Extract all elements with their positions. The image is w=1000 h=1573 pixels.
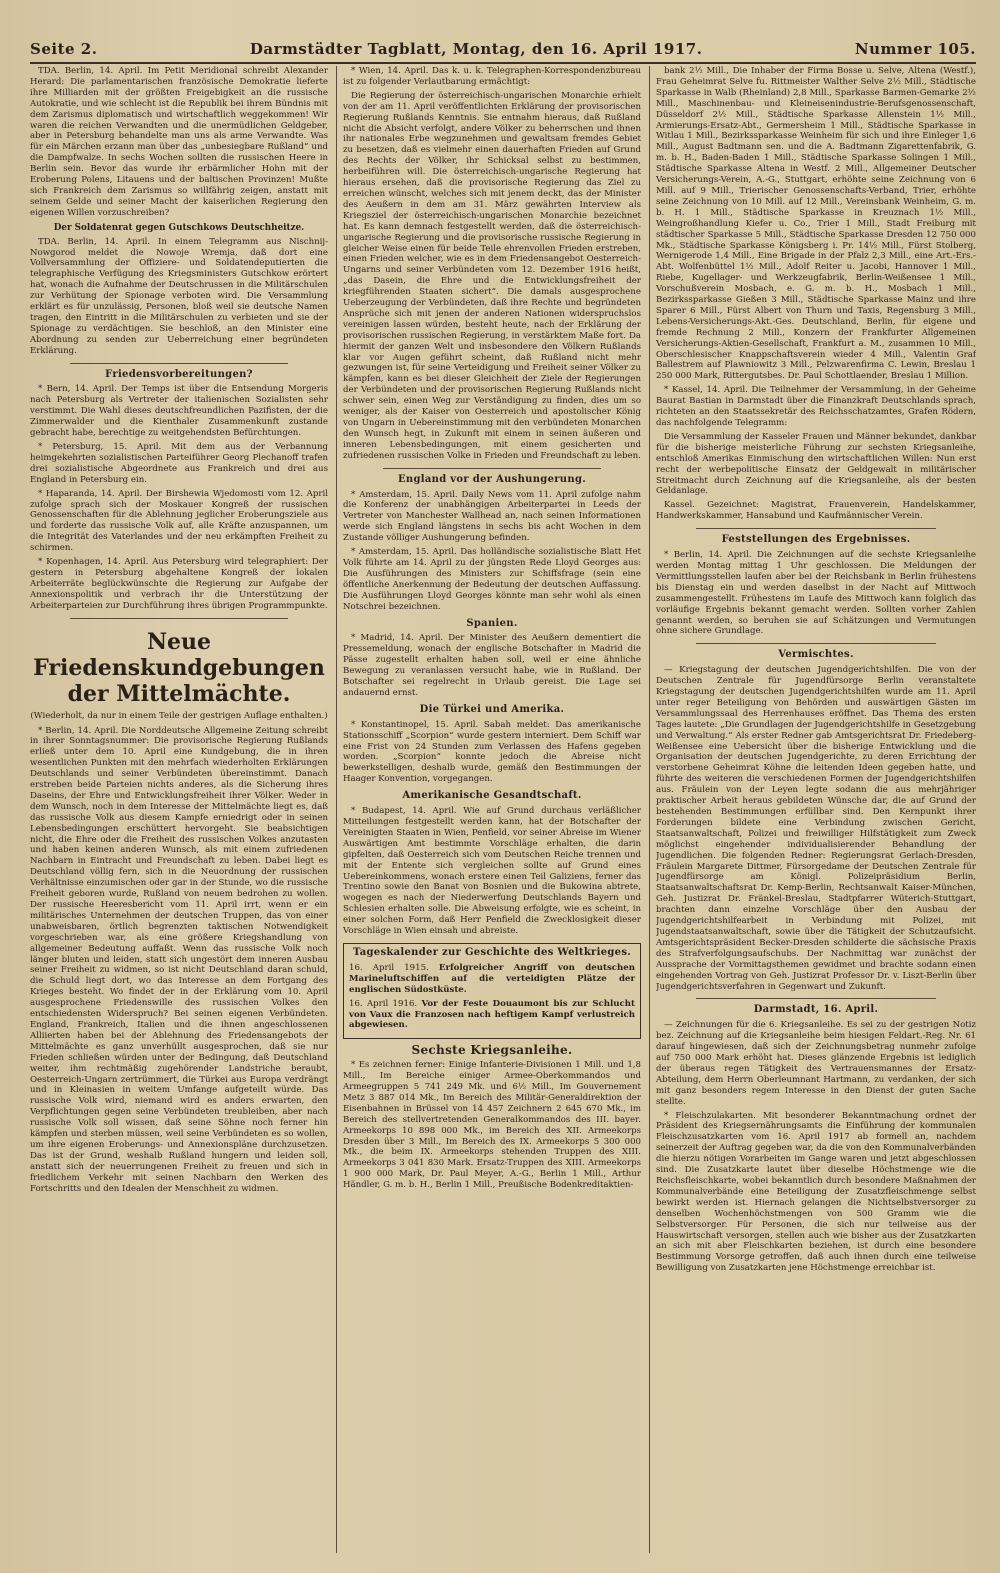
newspaper-title-date: Darmstädter Tagblatt, Montag, den 16. April 1917. (249, 40, 703, 58)
divider (70, 363, 288, 364)
masthead (30, 38, 976, 60)
article-paragraph: * Petersburg, 15. April. Mit dem aus der Verbannung heimgekehrten sozialistischen Parteiführer Georg Plechanoff trafen drei sozialistische Abgeordnete aus Frankreich und drei aus England in Petersburg ein. (30, 442, 328, 485)
article-paragraph: * Haparanda, 14. April. Der Birshewia Wjedomosti vom 12. April zufolge sprach sich der Moskauer Kongreß der russischen Genossenschaften für die Ablehnung jeglicher Eroberungsziele aus und forderte das russische Volk auf, alle Kräfte anzuspannen, um die Integrität des Vaterlandes und der neu erkämpften Freiheit zu schirmen. (30, 488, 328, 554)
calendar-date: 16. April 1916. (349, 998, 418, 1009)
masthead-rule (30, 62, 976, 64)
article-paragraph: TDA. Berlin, 14. April. Im Petit Meridional schreibt Alexander Herard: Die parlamentarischen französische Demokratie lieferte ihre Milliarden mit der größten Freigebigkeit an die russische Autokratie, und wie schlecht ist die Republik bei ihrem Bündnis mit dem Zarismus diplomatisch und wirtschaftlich weggekommen! Wir waren die reichen Verwandten und die unermüdlichen Geldgeber, aber in Petersburg behandelte man uns als arme Verwandte. Was für ein Märchen erzann man über das „unbesiegbare Rußland“ und die Dampfwalze. In sechs Wochen sollten die russischen Heere in Berlin sein. Bevor das wurde ihr erbärmlicher Hohn mit der Eroberung Polens, Litauens und der baltischen Provinzen! Mußte sich Frankreich dem Zarismus so willfährig zeigen, anstatt mit seinem Gelde und seiner Macht der kaiserlichen Regierung den eigenen Willen vorzuschreiben? (30, 66, 328, 218)
column-3 (656, 66, 976, 1553)
article-headline: Sechste Kriegsanleihe. (411, 1043, 573, 1058)
article-paragraph: bank 2½ Mill., Die Inhaber der Firma Bosse u. Selve, Altena (Westf.), Frau Geheimrat Selve fu. Rittmeister Walther Selve 2½ Mill., Städtische Sparkasse in Walb (Rheinland) 2,8 Mill., Sparkasse Barmen-Gemarke 2½ Mill., Maschinenbau- und Kleineisenindustrie-Berufsgenossenschaft, Düsseldorf 2½ Mill., Städtische Sparkasse Allenstein 1½ Mill., Armierungs-Ersatz-Abt., Germersheim 1 Mill., Städtische Sparkasse in Witlau 1 Mill., Bezirkssparkasse Weinheim für sich und ihre Einleger 1,6 Mill., August Badtmann sen. und die A. Badtmann Zigarettenfabrik, G. m. b. H., Baden-Baden 1 Mill., Städtische Sparkasse Solingen 1 Mill., Städtische Sparkasse Altena in Westf. 2 Mill., Allgemeiner Deutscher Versicherungs-Verein, A.-G., Stuttgart, erhöhte seine Zeichnung von 6 Mill. auf 9 Mill., Trierischer Genossenschafts-Verband, Trier, erhöhte seine Zeichnung von 10 Mill. auf 12 Mill., Vereinsbank Weinheim, G. m. b. H. 1 Mill., Städtische Sparkasse in Kreuznach 1½ Mill., Weingroßhandlung Kiefer u. Co., Trier 1 Mill., Stadt Freiburg mit städtischer Sparkasse 5 Mill., Städtische Sparkasse Dresden 12 750 000 Mk., Städtische Sparkasse Königsberg i. Pr. 14½ Mill., Fürst Stolberg, Wernigerode 1,4 Mill., Eine Brigade in der Pfalz 2,3 Mill., eine Art.-Ers.-Abt. Wolfenbüttel 1½ Mill., Adolf Reiter u. Jacobi, Hannover 1 Mill., Riebe, Kugellager- und Werkzeugfabrik, Berlin-Weißensee 1 Mill., Vorschußverein Mosbach, e. G. m. b. H., Mosbach 1 Mill., Bezirkssparkasse Gießen 3 Mill., Städtische Sparkasse Mainz und ihre Sparer 6 Mill., Fürst Albert von Thurn und Taxis, Regensburg 3 Mill., Lebens-Versicherungs-Akt.-Ges. Deutschland, Berlin, für eigene und fremde Rechnung 2 Mill., Konzern der Frankfurter Allgemeinen Versicherungs-Aktien-Gesellschaft, Frankfurt a. M., zusammen 10 Mill., Oberschlesischer Knappschaftsverein wieder 4 Mill., Valentin Graf Ballestrem auf Plawniowitz 3 Mill., Pelzwarenfirma C. Lewin, Breslau 1 250 000 Mark, Rittergutsbes. Dr. Paul Schottlaender, Breslau 1 Million. (656, 66, 976, 382)
calendar-entry (349, 963, 635, 996)
article-paragraph: Kassel. Gezeichnet: Magistrat, Frauenverein, Handelskammer, Handwerkskammer, Hansabund und Kaufmännischer Verein. (656, 500, 976, 522)
calendar-title: Tageskalender zur Geschichte des Weltkrieges. (352, 946, 632, 958)
article-paragraph: — Zeichnungen für die 6. Kriegsanleihe. Es sei zu der gestrigen Notiz bez. Zeichnung auf die Kriegsanleihe beim hiesigen Feldart.-Reg. Nr. 61 darauf hingewiesen, daß sich der Zeichnungsbetrag nunmehr zufolge auf 750 000 Mark erhöht hat. Dieses glänzende Ergebnis ist lediglich der überaus regen Tätigkeit des Vertrauensmannes der Ersatz-Abteilung, dem Herrn Oberleumnant Hartmann, zu verdanken, der sich mit ganz besonders regem Interesse in den Dienst der guten Sache stellte. (656, 1020, 976, 1107)
article-paragraph: TDA. Berlin, 14. April. In einem Telegramm aus Nischnij-Nowgorod meldet die Nowoje Wremja, daß dort eine Vollversammlung der Offiziere- und Soldatendeputierten die telegraphische Verfügung des Kriegsministers Gutschkow erörtert hat, wonach die Aufnahme der Deutschrussen in die Militärschulen zur Verhütung der Spionage verboten wird. Die Versammlung erklärt es für unzulässig, Personen, bloß weil sie deutsche Namen tragen, den Eintritt in die Militärschulen zu verbieten und sie der Spionage zu verdächtigen. Sie beschloß, an den Minister eine Abordnung zu senden zur Ueberreichung einer begründeten Erklärung. (30, 236, 328, 356)
divider (696, 528, 936, 529)
article-headline: Die Türkei und Amerika. (419, 703, 565, 715)
article-headline: Darmstadt, 16. April. (753, 1004, 879, 1016)
article-headline: Vermischtes. (778, 649, 854, 661)
divider (696, 643, 936, 644)
article-headline: Spanien. (466, 617, 518, 629)
article-headline: Amerikanische Gesandtschaft. (402, 790, 582, 802)
article-paragraph: Die Regierung der österreichisch-ungarischen Monarchie erhielt von der am 11. April veröffentlichten Erklärung der provisorischen Regierung Rußlands Kenntnis. Sie entnahm hieraus, daß Rußland nicht die Absicht verfolgt, andere Völker zu beherrschen und ihnen ihr nationales Erbe wegzunehmen und gewaltsam fremdes Gebiet zu besetzen, daß es vielmehr einen dauerhaften Frieden auf Grund des Rechts der Völker, ihr Schicksal selbst zu bestimmen, herbeiführen will. Die österreichisch-ungarische Regierung hat hieraus ersehen, daß die provisorische Regierung das Ziel zu erreichen wünscht, welches sich mit jenem deckt, das der Minister des Aeußern in dem am 31. März gewährten Interview als Kriegsziel der österreichisch-ungarischen Monarchie bezeichnet hat. Es kann demnach festgestellt werden, daß die österreichisch-ungarische Regierung und die provisorische russische Regierung in gleicher Weise einen für beide Teile ehrenvollen Frieden erstreben, einen Frieden welcher, wie es in dem Friedensangebot Oesterreich-Ungarns und seiner Verbündeten vom 12. Dezember 1916 heißt, „das Dasein, die Ehre und die Entwicklungsfreiheit der kriegführenden Staaten sichert“. Die damals ausgesprochene Ueberzeugung der Verbündeten, daß ihre Rechte und begründeten Ansprüche sich mit jenen der anderen Nationen widerspruchslos vereinigen lassen würden, besteht heute, nach der Erklärung der provisorischen russischen Regierung, in verstärktem Maße fort. Da hiermit der ganzen Welt und insbesondere den Völkern Rußlands klar vor Augen geführt scheint, daß Rußland nicht mehr gezwungen ist, für seine Verteidigung und Freiheit seiner Völker zu kämpfen, kann es bei dieser Gleichheit der Ziele der Regierungen der Verbündeten und der provisorischen Regierung Rußlands nicht schwer sein, einen Weg zur Verständigung zu finden, dies um so weniger, als der Kaiser von Oesterreich und apostolischer König von Ungarn in Uebereinstimmung mit den verbündeten Monarchen den Wunsch hegt, in Zukunft mit einem in seinen äußeren und inneren Lebensbedingungen, mit einem gesicherten und zufriedenen russischen Volke in Frieden und Freundschaft zu leben. (343, 90, 641, 461)
article-paragraph: — Kriegstagung der deutschen Jugendgerichtshilfen. Die von der Deutschen Zentrale für Jugendfürsorge Berlin veranstaltete Kriegstagung der deutschen Jugendgerichtshilfen wurde am 11. April unter reger Beteiligung von Behörden und auswärtigen Gästen im Versammlungssaal des Herrenhauses eröffnet. Das Thema des ersten Tages lautete: „Die Grundlagen der Jugendgerichtshilfe in Gesetzgebung und Verwaltung.“ Als erster Redner gab Amtsgerichtsrat Dr. Friedeberg-Weißensee eine Uebersicht über die bisherige Entwicklung und die Organisation der deutschen Jugendgerichte, zu deren Errichtung der verstorbene Geheimrat Köhne die leitenden Ideen gegeben hatte, und führte des weiteren die verschiedenen Formen der Jugendgerichtshilfen aus. Fräulein von der Leyen legte sodann die aus mehrjähriger praktischer Arbeit heraus gebildeten Wünsche dar, die auf Grund der bestehenden Bestimmungen erfüllbar sind. Den Kernpunkt ihrer Forderungen bildete eine Verbindung zwischen Gericht, Staatsanwaltschaft, Polizei und freiwilliger Hilfstätigkeit zum Zweck möglichst eingehender individualisierender Behandlung der Jugendlichen. Die folgenden Redner: Regierungsrat Gerlach-Dresden, Fräulein Margarete Dittmer, Fürsorgedame der Deutschen Zentrale für Jugendfürsorge am Königl. Polizeipräsidium Berlin, Staatsanwaltschaftsrat Dr. Kemp-Berlin, Rechtsanwalt Kaiser-München, Geh. Justizrat Dr. Fränkel-Breslau, Stadtpfarrer Wüterich-Stuttgart, brachten dann einzelne Vorschläge über den Ausbau der Jugendgerichtshilfearbeit in Verbindung mit Polizei, mit Jugendstaatsanwaltschaft, sowie über die Tätigkeit der Schutzaufsicht. Amtsgerichtspräsident Becker-Dresden schilderte die sächsische Praxis des Strafverfolgungsaufschubs. Der Nachmittag war zunächst der Aussprache der Vormittagsthemen gewidmet und brachte sodann einen eingehenden Vortrag von Geh. Justizrat Professor Dr. v. Liszt-Berlin über Jugendgerichtsverfahren in Gegenwart und Zukunft. (656, 665, 976, 992)
article-paragraph: * Bern, 14. April. Der Temps ist über die Entsendung Morgeris nach Petersburg als Vertreter der italienischen Sozialisten sehr verstimmt. Die Wahl dieses deutschfreundlichen Pazifisten, der die Zimmerwalder und die Kienthaler Zusammenkunft zustande gebracht habe, berechtige zu weitgehendsten Befürchtungen. (30, 384, 328, 439)
article-paragraph: * Amsterdam, 15. April. Daily News vom 11. April zufolge nahm die Konferenz der unabhängigen Arbeiterpartei in Leeds der Vertreter von Manchester Wallhead an, nach seinen Informationen werde sich England längstens in sechs bis acht Wochen in dem Zustande völliger Aushungerung befinden. (343, 489, 641, 544)
page-number: Seite 2. (30, 40, 98, 58)
article-headline: Feststellungen des Ergebnisses. (721, 534, 911, 546)
article-headline: England vor der Aushungerung. (397, 473, 587, 485)
issue-number: Nummer 105. (854, 40, 976, 58)
war-calendar-box (343, 943, 641, 1039)
article-paragraph: Die Versammlung der Kasseler Frauen und Männer bekundet, dankbar für die bisherige meisterliche Führung zur sechsten Kriegsanleihe, entschloß Amerikas Einmischung den wirtschaftlichen Willen: Nun erst recht der werbepolitische Einsatz der Geldgewalt in militärischer Streitmacht durch Zeichnung auf die Kriegsanleihe, als der besten Geldanlage. (656, 431, 976, 497)
article-paragraph: * Kassel, 14. April. Die Teilnehmer der Versammlung, in der Geheime Baurat Bastian in Darmstadt über die Finanzkraft Deutschlands sprach, richteten an den Staatssekretär des Reichsschatzamtes, Grafen Rödern, das nachfolgende Telegramm: (656, 385, 976, 428)
divider (70, 618, 288, 619)
headline-note: (Wiederholt, da nur in einem Teile der gestrigen Auflage enthalten.) (30, 710, 328, 721)
article-paragraph: * Madrid, 14. April. Der Minister des Aeußern dementiert die Pressemeldung, wonach der englische Botschafter in Madrid die Pässe zugestellt erhalten haben soll, weil er eine ähnliche Bewegung zu veranlassen versucht habe, wie in Rußland. Der Botschafter sei regelrecht in Urlaub gereist. Die Lage sei andauernd ernst. (343, 633, 641, 698)
article-paragraph: * Kopenhagen, 14. April. Aus Petersburg wird telegraphiert: Der gestern in Petersburg abgehaltene Kongreß der lokalen Arbeiterräte beglückwünschte die Regierung zur Aufgabe der Annexionspolitik und verbrach ihr die Unterstützung der Arbeiterparteien zur Durchführung ihres übrigen Programmpunkte. (30, 557, 328, 611)
article-paragraph: * Wien, 14. April. Das k. u. k. Telegraphen-Korrespondenzbureau ist zu folgender Verlautbarung ermächtigt: (343, 66, 641, 87)
column-2 (343, 66, 641, 1553)
column-separator (649, 66, 650, 1553)
calendar-text: Erfolgreicher Angriff von deutschen Marineluftschiffen auf die verteidigten Plätze der englischen Südostküste. (349, 962, 635, 995)
article-headline: Friedensvorbereitungen? (105, 368, 253, 380)
article-headline: Der Soldatenrat gegen Gutschkows Deutschheitze. (53, 222, 305, 233)
article-paragraph: * Es zeichnen ferner: Einige Infanterie-Divisionen 1 Mill. und 1,8 Mill., Im Bereiche einiger Armee-Oberkommandos und Armeegruppen 5 741 249 Mk. und 6½ Mill., Im Gouvernement Metz 3 887 014 Mk., Im Bereich des Militär-Generaldirektion der Eisenbahnen in Brüssel von 14 457 Zeichnern 2 645 670 Mk., im Bereich des stellvertretenden Generalkommandos des III. bayer. Armeekorps 10 898 000 Mk., im Bereich des XII. Armeekorps Dresden über 3 Mill., Im Bereich des IX. Armeekorps 5 300 000 Mk., die beim IX. Armeekorps stehenden Truppen des XIII. Armeekorps 3 041 830 Mark. Ersatz-Truppen des XIII. Armeekorps 1 900 000 Mark, Dr. Paul Meyer, A.-G., Berlin 1 Mill., Arthur Händler, G. m. b. H., Berlin 1 Mill., Preußische Bodenkreditaktien- (343, 1060, 641, 1191)
calendar-text: Vor der Feste Douaumont bis zur Schlucht von Vaux die Franzosen nach heftigem Kampf verlustreich abgewiesen. (349, 998, 635, 1031)
calendar-entry (349, 999, 635, 1032)
article-paragraph: * Amsterdam, 15. April. Das holländische sozialistische Blatt Het Volk führte am 14. April zu der jüngsten Rede Lloyd Georges aus: Die Ausführungen des Ministers zur Schiffsfrage (sein eine öffentliche Anerkennung der Bedeutung der deutschen Auffassung. Die Ausführungen Lloyd Georges könnte man sehr wohl als einen Notschrei bezeichnen. (343, 547, 641, 612)
divider (383, 468, 601, 469)
article-paragraph: * Budapest, 14. April. Wie auf Grund durchaus verläßlicher Mitteilungen festgestellt werden kann, hat der Botschafter der Vereinigten Staaten in Wien, Penfield, vor seiner Abreise im Wiener Auswärtigen Amt bestimmte Vorschläge erhalten, die darin gipfelten, daß Oesterreich sich vom Deutschen Reiche trennen und mit der Entente sich vergleichen sollte auf Grund eines Uebereinkommens, wonach erstere einen Teil Galiziens, ferner das Trentino sowie den Banat von Bosnien und die Bukowina abtrete, wogegen es nach der Niederwerfung Deutschlands Bayern und Schlesien erhalten solle. Die Abweisung erfolgte, wie es scheint, in einer solchen Form, daß Herr Penfield die Zwecklosigkeit dieser Vorschläge in Wien einsah und abreiste. (343, 806, 641, 937)
article-paragraph: * Konstantinopel, 15. April. Sabah meldet: Das amerikanische Stationsschiff „Scorpion“ wurde gestern interniert. Dem Schiff war eine Frist von 24 Stunden zum Verlassen des Hafens gegeben worden. „Scorpion“ konnte jedoch die Abreise nicht bewerkstelligen, deshalb wurde, gemäß den Bestimmungen der Haager Konvention, vorgegangen. (343, 719, 641, 785)
main-headline: Neue Friedenskundgebungen der Mittelmächte. (33, 628, 325, 707)
divider (696, 998, 936, 999)
column-1 (30, 66, 328, 1553)
calendar-date: 16. April 1915. (349, 962, 429, 973)
column-separator (336, 66, 337, 1553)
article-paragraph: * Berlin, 14. April. Die Zeichnungen auf die sechste Kriegsanleihe werden Montag mittag 1 Uhr geschlossen. Die Meldungen der Vermittlungsstellen laufen aber bei der Reichsbank in Berlin frühestens bis Dienstag ein und werden daselbst in der Nacht auf Mittwoch zusammengestellt. Frühestens im Laufe des Mittwoch kann folglich das vorläufige Ergebnis bekannt gemacht werden. Sollten vorher Zahlen genannt werden, so beruhen sie auf Schätzungen und Vermutungen ohne sichere Grundlage. (656, 550, 976, 637)
article-paragraph: * Fleischzulakarten. Mit besonderer Bekanntmachung ordnet der Präsident des Kriegsernährungsamts die Einführung der kommunalen Fleischzusatzkarten vom 16. April 1917 ab formell an, nachdem seinerzeit der Auftrag gegeben war, da die von den Kommunalverbänden die hierzu nötigen Vorarbeiten im Gange waren und jetzt abgeschlossen sind. Die Zusatzkarte lautet über dieselbe Höchstmenge wie die Reichsfleischkarte, wobei bekanntlich durch besondere Maßnahmen der Kommunalverbände eine Beteiligung der Zusatzfleischmenge selbst bewirkt werden ist. Hiernach gelangen die Nichtselbstversorger zu denselben Wochenhöchstmengen von 500 Gramm wie die Selbstversorger. Für Personen, die sich nur teilweise aus der Hauswirtschaft versorgen, stellen auch wie bisher aus der Zusatzkarten an sich mit aber Fleischkarten beziehen, ist durch eine besondere Bestimmung Vorsorge getroffen, daß auch ihnen durch eine teilweise Bewilligung von Zusatzkarten jene Höchstmenge erreichbar ist. (656, 1110, 976, 1274)
article-paragraph: * Berlin, 14. April. Die Norddeutsche Allgemeine Zeitung schreibt in ihrer Sonntagsnummer: Die provisorische Regierung Rußlands erließ unter dem 10. April eine Kundgebung, die in ihren wesentlichen Punkten mit den mehrfach wiederholten Erklärungen Deutschlands und seiner Verbündeten übereinstimmt. Danach erstreben beide Parteien nichts anderes, als die Sicherung ihres Daseins, der Ehre und Entwicklungsfreiheit ihrer Völker. Weder in dem Wunsch, noch in dem Interesse der Mittelmächte liegt es, daß das russische Volk aus diesem Kampfe erniedrigt oder in seinen Lebensbedingungen erschüttert hervorgeht. Sie beabsichtigen nicht, die Ehre oder die Freiheit des russischen Volkes anzutasten und haben keinen anderen Wunsch, als mit einem zufriedenen Nachbarn in Eintracht und Freundschaft zu leben. Dabei liegt es Deutschland völlig fern, sich in die Neuordnung der russischen Verhältnisse einzumischen oder gar in der Stunde, wo die russische Freiheit geboren wurde, Rußland von neuem bedrohen zu wollen. Der russische Heeresbericht vom 11. April irrt, wenn er ein militärisches Unternehmen der deutschen Truppen, das von einer unabweisbaren, örtlich begrenzten taktischen Notwendigkeit vorgeschrieben war, als eine größere Kriegshandlung von allgemeiner Bedeutung auffaßt. Wenn das russische Volk noch länger bluten und leiden, statt sich ungestört dem inneren Ausbau seiner Freiheit zu widmen, so ist nicht Deutschland daran schuld, die Schuld liegt dort, wo das Interesse an dem Fortgang des Krieges besteht. Wo findet der in der Erklärung vom 10. April ausgesprochene Friedenswille des russischen Volkes den entschiedensten Widerspruch? Bei seinen eigenen Verbündeten. England, Frankreich, Italien und die ihnen angeschlossenen Alliierten haben bei der Ablehnung des Friedensangebots der Mittelmächte es ganz unverhüllt ausgesprochen, daß sie nur Frieden schließen würden unter der Bedingung, daß Deutschland weiter, ihm rechtmäßig zugehörender Landstriche beraubt, Oesterreich-Ungarn zertrümmert, die Türkei aus Europa verdrängt und in Kleinasien in weitem Umfange aufgeteilt würde. Das russische Volk wird, niemand wird es anders erwarten, den Verpflichtungen gegen seine Verbündeten treubleiben, aber nach russische Volk soll wissen, daß seine Söhne noch ferner hin kämpfen und sterben müssen, weil seine Verbündeten es so wollen, um ihre eigenen Eroberungs- und Annexionspläne durchzusetzen. Das ist der Grund, weshalb Rußland hungern und leiden soll, anstatt sich der neuerrungenen Freiheit zu freuen und sich in friedlichem Verkehr mit seinen Nachbarn den Werken des Fortschritts und den Idealen der Menschheit zu widmen. (30, 725, 328, 1194)
